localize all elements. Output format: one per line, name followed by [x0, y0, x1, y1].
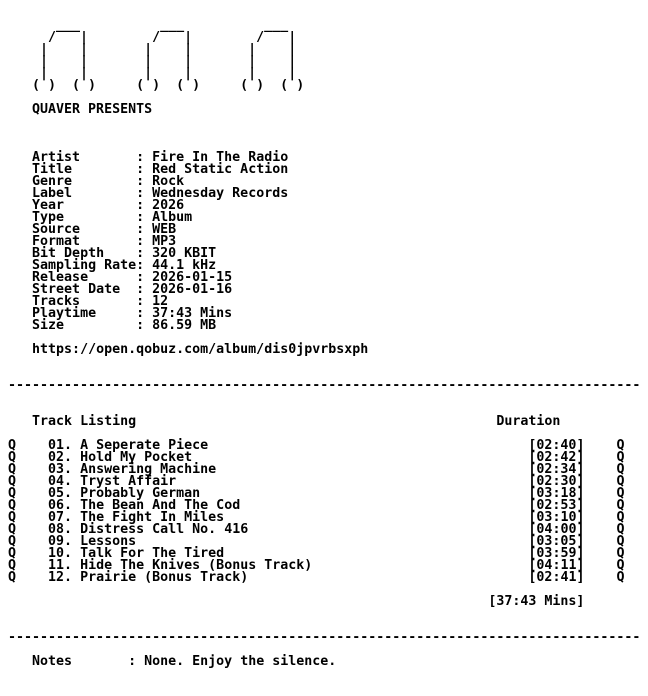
track-duration: [02:53] — [528, 498, 585, 513]
track-marker-right: Q — [616, 474, 625, 489]
track-number: 08. — [48, 522, 73, 537]
track-row — [8, 572, 640, 584]
info-row: Title : Red Static Action — [32, 162, 289, 177]
track-duration: [02:42] — [528, 450, 585, 465]
info-value: 86.59 MB — [152, 318, 217, 333]
track-marker-right: Q — [616, 462, 625, 477]
info-value: Album — [152, 210, 193, 225]
info-label: Size — [32, 318, 137, 333]
ascii-logo-row: | | | | | | — [8, 66, 297, 81]
info-label: Format — [32, 234, 137, 249]
track-marker-left: Q — [8, 534, 17, 549]
info-row: Genre : Rock — [32, 174, 185, 189]
track-duration: [04:00] — [528, 522, 585, 537]
info-value: 2026-01-15 — [152, 270, 233, 285]
track-number: 10. — [48, 546, 73, 561]
ascii-logo-row: / | / | / | — [8, 30, 297, 45]
track-number: 06. — [48, 498, 73, 513]
total-playtime: [37:43 Mins] — [488, 594, 585, 609]
divider — [8, 632, 640, 644]
track-duration: [02:40] — [528, 438, 585, 453]
info-row: Tracks : 12 — [32, 294, 169, 309]
url-line — [8, 344, 640, 356]
info-label: Sampling Rate — [32, 258, 137, 273]
track-marker-right: Q — [616, 486, 625, 501]
track-number: 04. — [48, 474, 73, 489]
track-duration: [02:30] — [528, 474, 585, 489]
track-number: 02. — [48, 450, 73, 465]
info-label: Playtime — [32, 306, 137, 321]
info-label: Artist — [32, 150, 137, 165]
info-row: Format : MP3 — [32, 234, 177, 249]
track-marker-left: Q — [8, 510, 17, 525]
track-title: Hold My Pocket — [80, 450, 193, 465]
info-row: Playtime : 37:43 Mins — [32, 306, 233, 321]
track-title: Probably German — [80, 486, 201, 501]
info-row: Label : Wednesday Records — [32, 186, 289, 201]
track-title: The Fight In Miles — [80, 510, 225, 525]
info-value: 2026-01-16 — [152, 282, 233, 297]
track-title: Distress Call No. 416 — [80, 522, 249, 537]
track-marker-right: Q — [616, 546, 625, 561]
track-number: 12. — [48, 570, 73, 585]
ascii-logo-row: | | | | | | — [8, 54, 297, 69]
track-marker-right: Q — [616, 450, 625, 465]
track-duration: [03:10] — [528, 510, 585, 525]
track-number: 09. — [48, 534, 73, 549]
track-duration: [03:18] — [528, 486, 585, 501]
track-marker-right: Q — [616, 570, 625, 585]
notes-value: None. Enjoy the silence. — [144, 654, 337, 669]
info-value: Wednesday Records — [152, 186, 289, 201]
info-label: Bit Depth — [32, 246, 137, 261]
info-row: Street Date : 2026-01-16 — [32, 282, 233, 297]
info-label: Label — [32, 186, 137, 201]
info-label: Source — [32, 222, 137, 237]
info-label: Tracks — [32, 294, 137, 309]
track-duration: [03:05] — [528, 534, 585, 549]
blank-line — [8, 116, 640, 128]
track-marker-left: Q — [8, 522, 17, 537]
blank-line — [8, 392, 640, 404]
info-label: Type — [32, 210, 137, 225]
info-label: Street Date — [32, 282, 137, 297]
presenter-text: QUAVER PRESENTS — [8, 102, 153, 117]
info-row: Artist : Fire In The Radio — [32, 150, 289, 165]
track-duration: [02:41] — [528, 570, 585, 585]
track-marker-left: Q — [8, 558, 17, 573]
track-marker-right: Q — [616, 498, 625, 513]
divider — [8, 380, 640, 392]
info-value: Red Static Action — [152, 162, 289, 177]
track-number: 11. — [48, 558, 73, 573]
track-number: 01. — [48, 438, 73, 453]
track-number: 07. — [48, 510, 73, 525]
info-label: Release — [32, 270, 137, 285]
info-value: Fire In The Radio — [152, 150, 289, 165]
track-number: 05. — [48, 486, 73, 501]
info-row: Sampling Rate: 44.1 kHz — [32, 258, 217, 273]
tracklist-header — [8, 416, 640, 428]
tracklist-heading: Track Listing — [32, 414, 137, 429]
info-value: MP3 — [152, 234, 177, 249]
info-row: Year : 2026 — [32, 198, 185, 213]
track-marker-left: Q — [8, 498, 17, 513]
track-marker-left: Q — [8, 570, 17, 585]
track-title: Tryst Affair — [80, 474, 177, 489]
info-label: Genre — [32, 174, 137, 189]
info-row: Source : WEB — [32, 222, 177, 237]
nfo-document — [8, 8, 640, 668]
presenter-line — [8, 104, 640, 116]
track-marker-left: Q — [8, 474, 17, 489]
track-title: Lessons — [80, 534, 137, 549]
info-row: Bit Depth : 320 KBIT — [32, 246, 217, 261]
track-marker-right: Q — [616, 522, 625, 537]
info-value: Rock — [152, 174, 185, 189]
info-value: WEB — [152, 222, 177, 237]
ascii-logo-row: ___ ___ ___ — [8, 18, 289, 33]
track-marker-right: Q — [616, 510, 625, 525]
ascii-logo-row: | | | | | | — [8, 42, 297, 57]
info-label: Year — [32, 198, 137, 213]
track-duration: [02:34] — [528, 462, 585, 477]
release-url: https://open.qobuz.com/album/dis0jpvrbsxph — [32, 342, 369, 357]
track-duration: [04:11] — [528, 558, 585, 573]
info-value: 2026 — [152, 198, 185, 213]
track-marker-left: Q — [8, 450, 17, 465]
info-value: 44.1 kHz — [152, 258, 217, 273]
track-title: Prairie (Bonus Track) — [80, 570, 249, 585]
track-marker-right: Q — [616, 438, 625, 453]
track-marker-left: Q — [8, 462, 17, 477]
track-title: Hide The Knives (Bonus Track) — [80, 558, 313, 573]
track-marker-right: Q — [616, 534, 625, 549]
track-marker-left: Q — [8, 546, 17, 561]
duration-heading: Duration — [496, 414, 561, 429]
notes-label: Notes — [32, 654, 129, 669]
info-row: Release : 2026-01-15 — [32, 270, 233, 285]
track-marker-left: Q — [8, 486, 17, 501]
info-value: 320 KBIT — [152, 246, 217, 261]
track-title: Answering Machine — [80, 462, 217, 477]
track-title: The Bean And The Cod — [80, 498, 241, 513]
total-line — [8, 596, 640, 608]
info-row: Type : Album — [32, 210, 193, 225]
info-label: Title — [32, 162, 137, 177]
track-marker-right: Q — [616, 558, 625, 573]
blank-line — [8, 608, 640, 620]
info-value: 12 — [152, 294, 169, 309]
info-row: Size : 86.59 MB — [32, 318, 217, 333]
notes-line: Notes : None. Enjoy the silence. — [32, 654, 337, 669]
track-title: Talk For The Tired — [80, 546, 225, 561]
track-title: A Seperate Piece — [80, 438, 209, 453]
ascii-logo-row: ( ) ( ) ( ) ( ) ( ) ( ) — [8, 78, 305, 93]
info-value: 37:43 Mins — [152, 306, 233, 321]
divider-rule: ------------------------------------------------------------------------------- — [8, 630, 641, 645]
track-marker-left: Q — [8, 438, 17, 453]
track-number: 03. — [48, 462, 73, 477]
divider-rule: ------------------------------------------------------------------------------- — [8, 378, 641, 393]
blank-line — [8, 356, 640, 368]
blank-line — [8, 128, 640, 140]
track-duration: [03:59] — [528, 546, 585, 561]
